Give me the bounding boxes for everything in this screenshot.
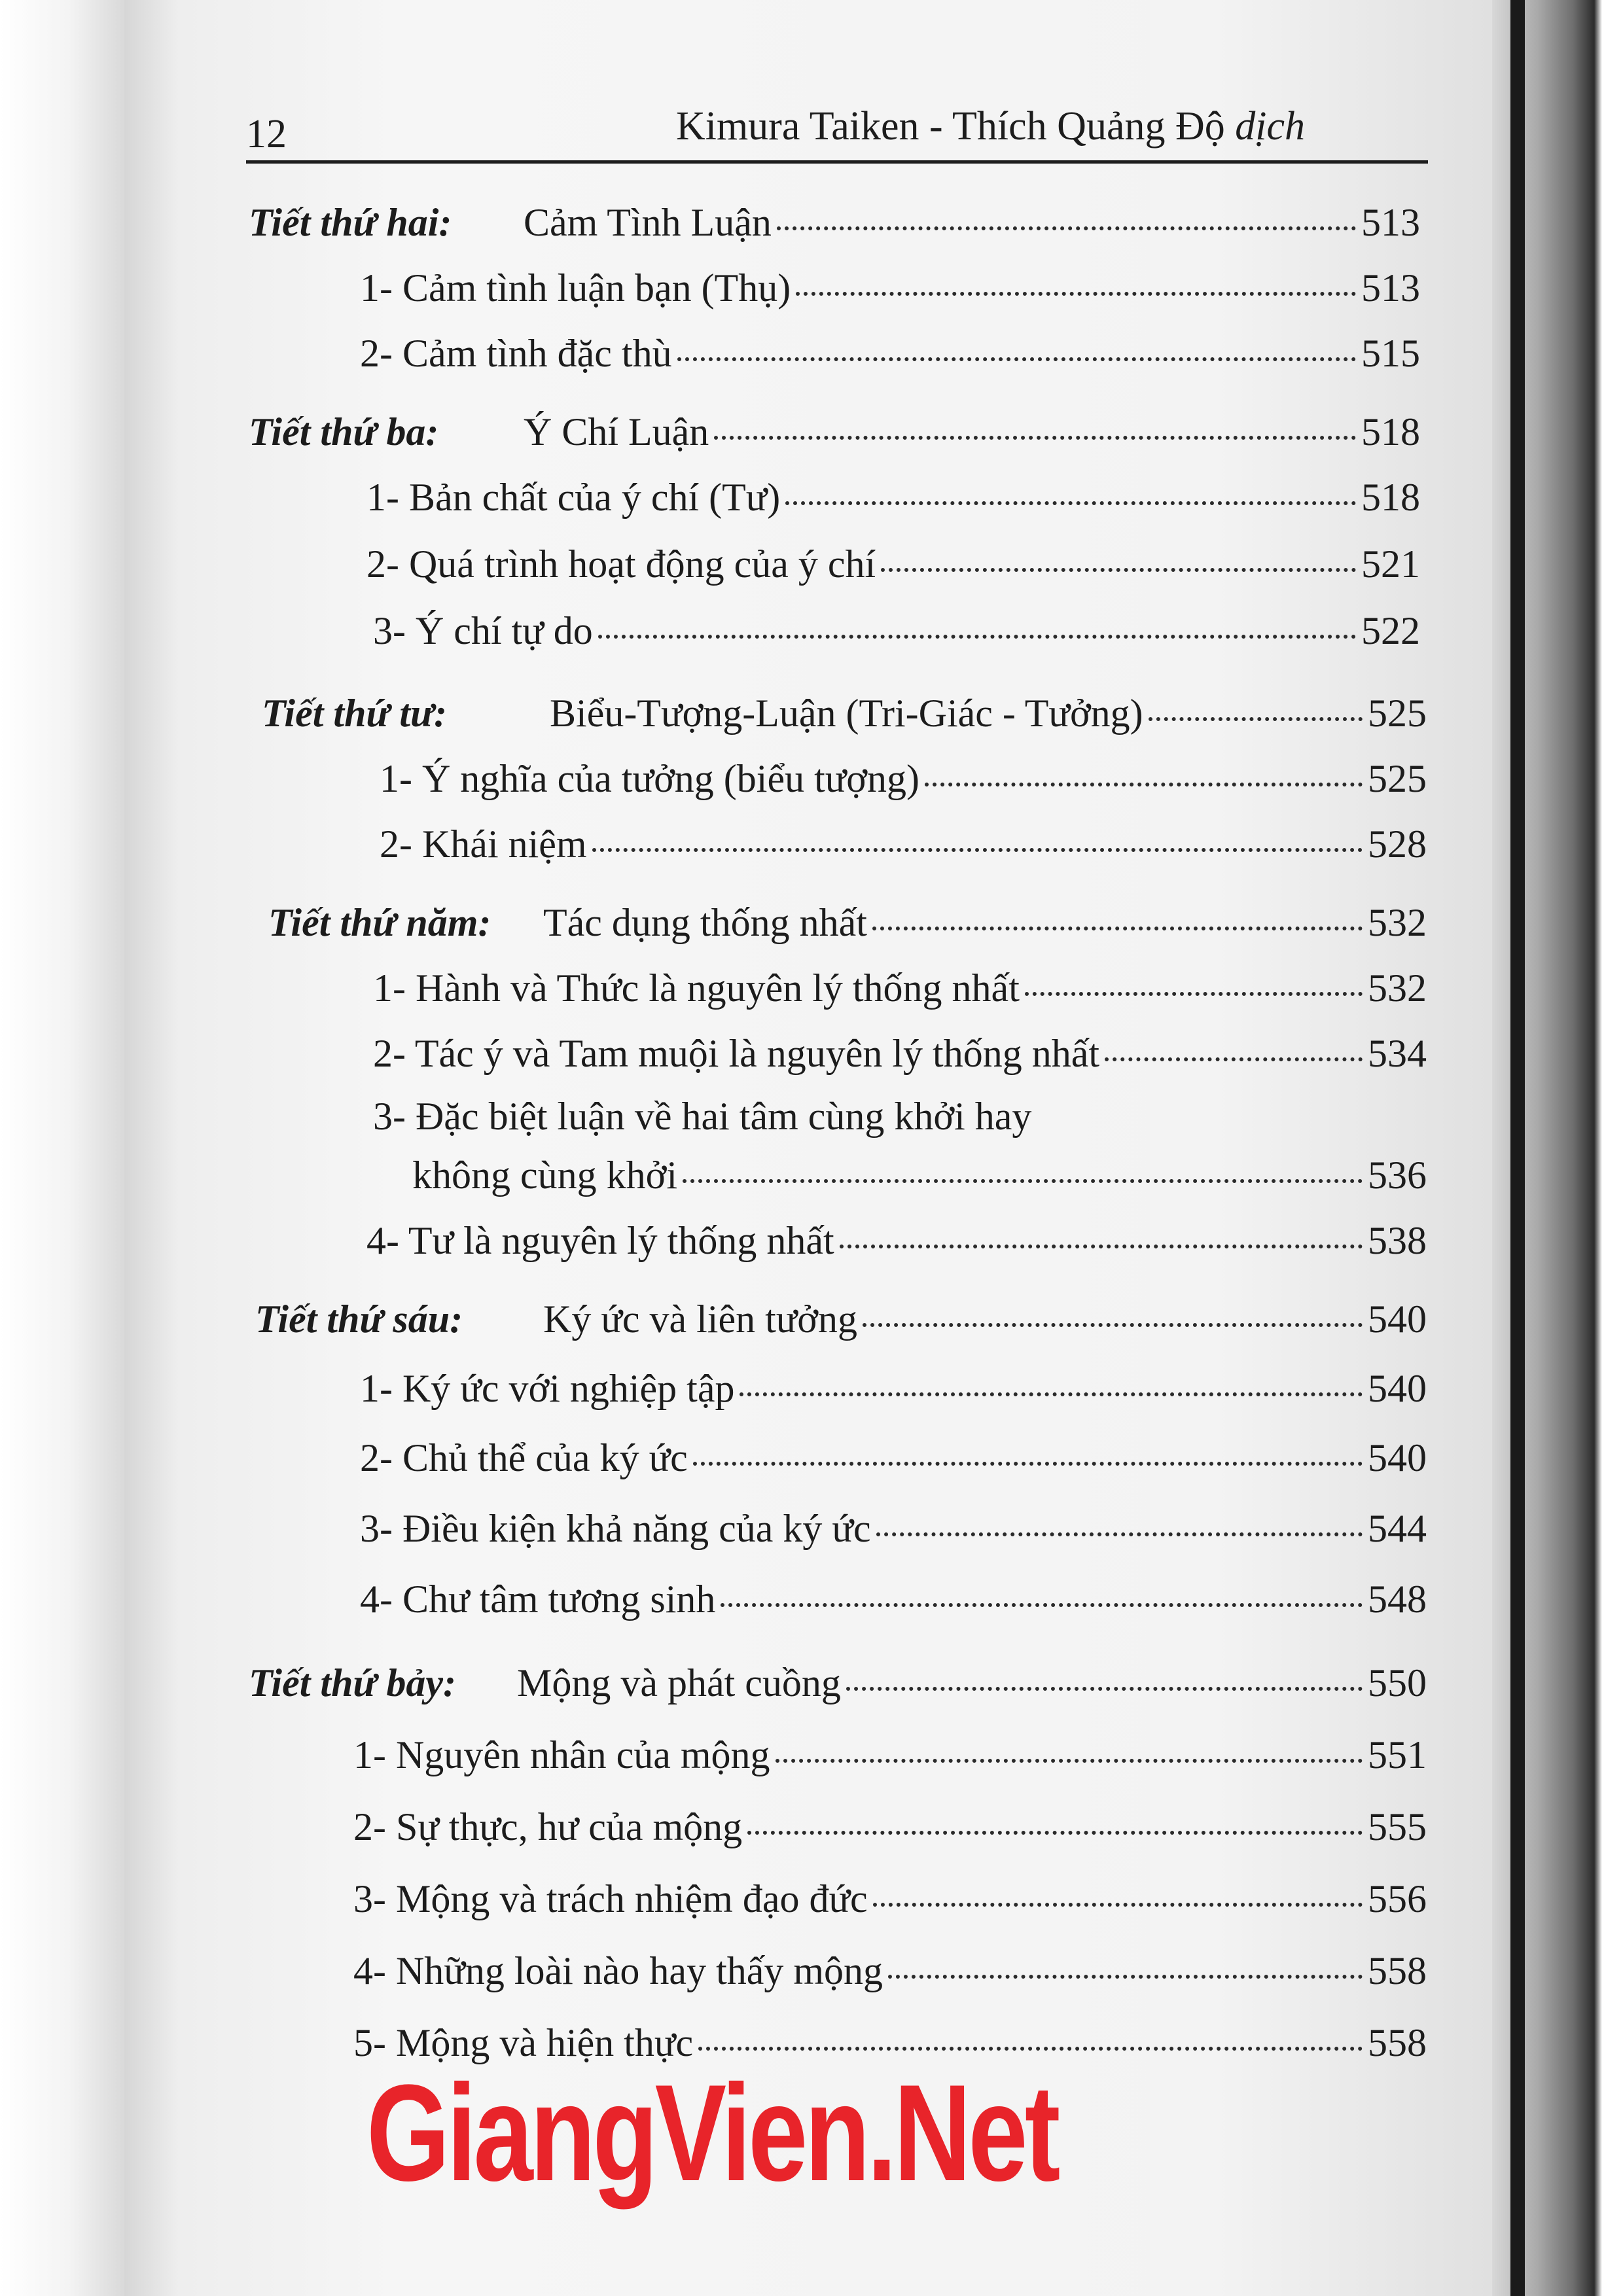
section-title: Mộng và phát cuồng [517, 1661, 841, 1704]
book-page [124, 0, 1492, 2296]
toc-item-entry[interactable] [366, 1214, 1427, 1267]
toc-item-entry[interactable] [360, 262, 1420, 314]
toc-section-entry[interactable] [249, 196, 1420, 249]
section-heading-label: Tiết thứ hai: [249, 201, 452, 244]
page-ref: 522 [1361, 609, 1420, 652]
item-label: 1- Hành và Thức là nguyên lý thống nhất [373, 966, 1020, 1010]
section-heading-label: Tiết thứ ba: [249, 410, 439, 453]
dot-leader [677, 357, 1356, 361]
page-ref: 540 [1368, 1436, 1427, 1479]
item-label: 2- Cảm tình đặc thù [360, 332, 672, 375]
dot-leader [592, 847, 1363, 852]
toc-item-entry[interactable] [380, 752, 1427, 805]
running-title-author: Kimura Taiken - Thích Quảng Độ [675, 104, 1225, 149]
page-ref: 534 [1368, 1032, 1427, 1075]
toc-item-entry[interactable] [366, 471, 1420, 523]
toc-item-entry[interactable] [353, 1945, 1427, 1997]
dot-leader [1105, 1057, 1363, 1061]
toc-item-entry[interactable] [353, 1873, 1427, 1925]
page-ref: 551 [1368, 1733, 1427, 1776]
item-label: 2- Tác ý và Tam muội là nguyên lý thống nhất [373, 1032, 1100, 1075]
toc-section-entry[interactable] [255, 1293, 1427, 1345]
page-ref: 532 [1368, 966, 1427, 1010]
item-label: 3- Điều kiện khả năng của ký ức [360, 1507, 871, 1550]
book-spine-shadow [1510, 0, 1525, 2296]
item-label: 2- Khái niệm [380, 822, 587, 866]
toc-item-entry[interactable] [360, 1502, 1427, 1555]
toc-item-entry[interactable] [360, 1362, 1427, 1415]
item-label: 1- Cảm tình luận bạn (Thụ) [360, 266, 791, 309]
dot-leader [1149, 716, 1363, 721]
toc-item-entry[interactable] [353, 1801, 1427, 1853]
dot-leader [693, 1461, 1363, 1466]
dot-leader [598, 634, 1356, 639]
dot-leader [714, 435, 1356, 440]
dot-leader [925, 782, 1363, 786]
item-label: 2- Sự thực, hư của mộng [353, 1805, 743, 1848]
page-ref: 521 [1361, 542, 1420, 586]
dot-leader [796, 291, 1356, 296]
watermark-logo: GiangVien.Net [366, 2056, 1058, 2210]
page-ref: 536 [1368, 1154, 1427, 1197]
page-ref: 540 [1368, 1298, 1427, 1341]
dot-leader [863, 1322, 1363, 1327]
dot-leader [747, 1830, 1363, 1835]
dot-leader [840, 1244, 1363, 1248]
item-label: 3- Mộng và trách nhiệm đạo đức [353, 1877, 868, 1920]
item-label: 2- Chủ thể của ký ức [360, 1436, 688, 1479]
toc-item-entry-line2[interactable] [412, 1149, 1427, 1201]
toc-item-entry[interactable] [360, 1573, 1427, 1625]
page-ref: 513 [1361, 201, 1420, 244]
page-ref: 538 [1368, 1219, 1427, 1262]
toc-item-entry[interactable] [373, 962, 1427, 1014]
dot-leader [872, 926, 1363, 930]
section-title: Ý Chí Luận [524, 410, 709, 453]
item-label: 1- Ý nghĩa của tưởng (biểu tượng) [380, 757, 919, 800]
page-ref: 515 [1361, 332, 1420, 375]
toc-section-entry[interactable] [262, 687, 1427, 739]
item-label: 4- Những loài nào hay thấy mộng [353, 1949, 883, 1992]
dot-leader [888, 1974, 1363, 1979]
page-ref: 513 [1361, 266, 1420, 309]
dot-leader [876, 1532, 1363, 1536]
section-heading-label: Tiết thứ sáu: [255, 1298, 463, 1341]
section-title: Biểu-Tượng-Luận (Tri-Giác - Tưởng) [550, 692, 1143, 735]
page-ref: 555 [1368, 1805, 1427, 1848]
table-of-contents [124, 0, 1492, 2296]
dot-leader [721, 1602, 1363, 1607]
dot-leader [881, 567, 1356, 572]
toc-item-entry[interactable] [353, 1729, 1427, 1781]
page-ref: 556 [1368, 1877, 1427, 1920]
page-ref: 518 [1361, 476, 1420, 519]
toc-item-entry[interactable] [366, 538, 1420, 590]
toc-section-entry[interactable] [249, 406, 1420, 458]
toc-section-entry[interactable] [268, 896, 1427, 949]
page-ref: 548 [1368, 1578, 1427, 1621]
item-label: 1- Nguyên nhân của mộng [353, 1733, 770, 1776]
dot-leader [698, 2046, 1363, 2051]
dot-leader [777, 226, 1356, 230]
item-label: 2- Quá trình hoạt động của ý chí [366, 542, 876, 586]
item-label: 1- Ký ức với nghiệp tập [360, 1367, 735, 1410]
item-label: 5- Mộng và hiện thực [353, 2021, 694, 2064]
item-label: 3- Đặc biệt luận về hai tâm cùng khởi hay [373, 1095, 1032, 1138]
page-ref: 540 [1368, 1367, 1427, 1410]
item-label: 4- Chư tâm tương sinh [360, 1578, 716, 1621]
toc-item-entry[interactable] [373, 1027, 1427, 1080]
dot-leader [776, 1758, 1363, 1763]
dot-leader [785, 501, 1356, 505]
page-ref: 550 [1368, 1661, 1427, 1704]
toc-item-entry[interactable] [360, 1432, 1427, 1484]
section-title: Ký ức và liên tưởng [543, 1298, 857, 1341]
item-label: 1- Bản chất của ý chí (Tư) [366, 476, 781, 519]
item-label-continued: không cùng khởi [412, 1154, 678, 1197]
dot-leader [1025, 991, 1363, 996]
toc-item-entry-line1[interactable] [373, 1090, 1427, 1142]
dot-leader [846, 1686, 1363, 1691]
page-ref: 532 [1368, 901, 1427, 944]
dot-leader [740, 1392, 1363, 1396]
toc-item-entry[interactable] [373, 605, 1420, 657]
dot-leader [873, 1902, 1363, 1907]
scan-margin-left [0, 0, 124, 2296]
section-heading-label: Tiết thứ tư: [262, 692, 447, 735]
running-title-italic: dịch [1235, 104, 1305, 149]
page-ref: 528 [1368, 822, 1427, 866]
page-ref: 518 [1361, 410, 1420, 453]
item-label: 4- Tư là nguyên lý thống nhất [366, 1219, 834, 1262]
page-ref: 558 [1368, 2021, 1427, 2064]
item-label: 3- Ý chí tự do [373, 609, 593, 652]
toc-section-entry[interactable] [249, 1657, 1427, 1709]
dot-leader [683, 1178, 1363, 1183]
toc-item-entry[interactable] [360, 327, 1420, 380]
page-ref: 525 [1368, 757, 1427, 800]
section-title: Cảm Tình Luận [524, 201, 772, 244]
section-title: Tác dụng thống nhất [543, 901, 867, 944]
toc-item-entry[interactable] [380, 818, 1427, 870]
page-ref: 558 [1368, 1949, 1427, 1992]
page-ref: 544 [1368, 1507, 1427, 1550]
page-ref: 525 [1368, 692, 1427, 735]
section-heading-label: Tiết thứ bảy: [249, 1661, 456, 1704]
section-heading-label: Tiết thứ năm: [268, 901, 491, 944]
page-number: 12 [246, 112, 287, 156]
